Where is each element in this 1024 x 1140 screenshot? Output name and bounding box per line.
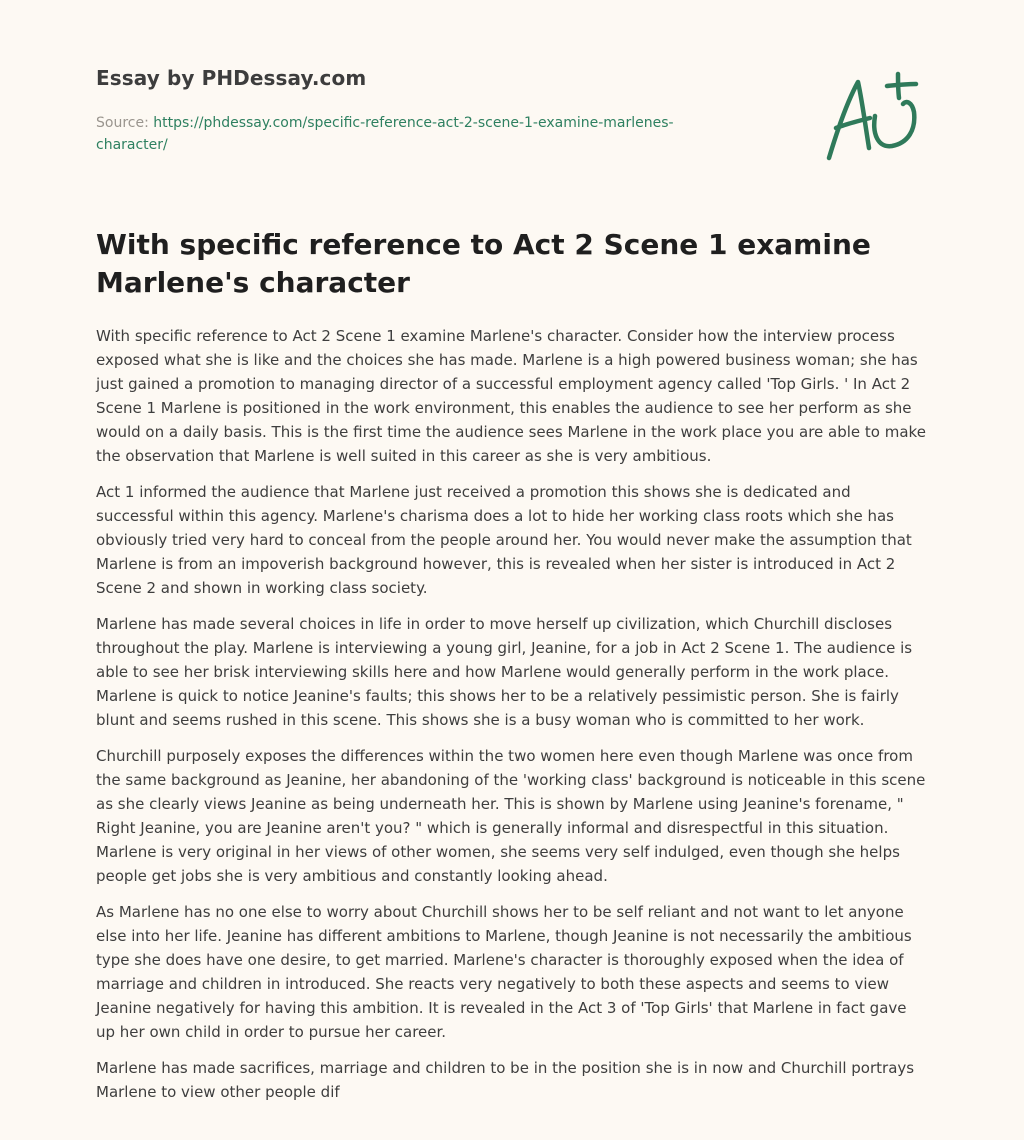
source-label: Source: <box>96 115 154 131</box>
essay-paragraph: Churchill purposely exposes the differences within the two women here even though Marlene was once from the same background as Jeanine, her abandoning of the 'working class' background is noticeable in this scene as she clearly views Jeanine as being underneath her. This is shown by Marlene using Jeanine's forename, " Right Jeanine, you are Jeanine aren't you? " which is generally informal and disrespectful in this situation. Marlene is very original in her views of other women, she seems very self indulged, even though she helps people get jobs she is very ambitious and constantly looking ahead. <box>96 747 926 885</box>
site-brand: Essay by PHDessay.com <box>96 66 367 90</box>
essay-paragraph: Act 1 informed the audience that Marlene just received a promotion this shows she is dedicated and successful within this agency. Marlene's charisma does a lot to hide her working class roots which she has obviously tried very hard to conceal from the people around her. You would never make the assumption that Marlene is from an impoverish background however, this is revealed when her sister is introduced in Act 2 Scene 2 and shown in working class society. <box>96 483 912 597</box>
essay-paragraph: With specific reference to Act 2 Scene 1 examine Marlene's character. Consider how the interview process exposed what she is like and the choices she has made. Marlene is a high powered business woman; she has just gained a promotion to managing director of a successful employment agency called 'Top Girls. ' In Act 2 Scene 1 Marlene is positioned in the work environment, this enables the audience to see her perform as she would on a daily basis. This is the first time the audience sees Marlene in the work place you are able to make the observation that Marlene is well suited in this career as she is very ambitious. <box>96 327 926 465</box>
essay-body <box>96 324 930 1116</box>
essay-title: With specific reference to Act 2 Scene 1 examine Marlene's character <box>96 228 871 299</box>
source-link[interactable]: https://phdessay.com/specific-reference-act-2-scene-1-examine-marlenes-character/ <box>96 115 674 153</box>
essay-paragraph: Marlene has made several choices in life in order to move herself up civilization, which Churchill discloses throughout the play. Marlene is interviewing a young girl, Jeanine, for a job in Act 2 Scene 1. The audience is able to see her brisk interviewing skills here and how Marlene would generally perform in the work place. Marlene is quick to notice Jeanine's faults; this shows her to be a relatively pessimistic person. She is fairly blunt and seems rushed in this scene. This shows she is a busy woman who is committed to her work. <box>96 615 913 729</box>
a-plus-grade-logo-icon <box>820 68 930 168</box>
essay-paragraph: As Marlene has no one else to worry about Churchill shows her to be self reliant and not want to let anyone else into her life. Jeanine has different ambitions to Marlene, though Jeanine is not necessarily the ambitious type she does have one desire, to get married. Marlene's character is thoroughly exposed when the idea of marriage and children in introduced. She reacts very negatively to both these aspects and seems to view Jeanine negatively for having this ambition. It is revealed in the Act 3 of 'Top Girls' that Marlene in fact gave up her own child in order to pursue her career. <box>96 903 912 1041</box>
source-line <box>96 112 736 156</box>
essay-paragraph: Marlene has made sacrifices, marriage and children to be in the position she is in now and Churchill portrays Marlene to view other people dif <box>96 1059 915 1101</box>
